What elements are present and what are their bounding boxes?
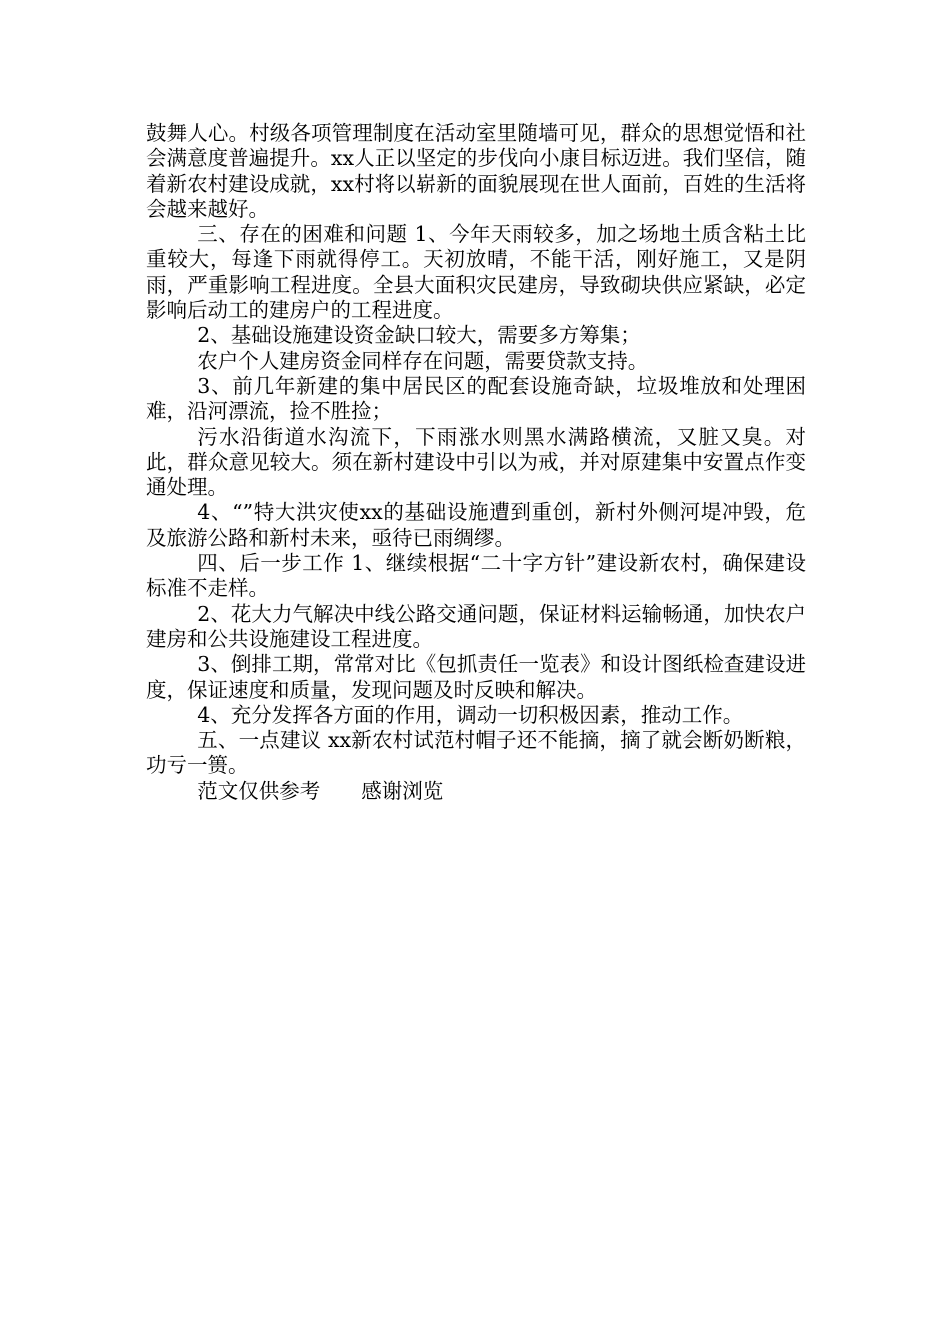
paragraph-1: 鼓舞人心。村级各项管理制度在活动室里随墙可见，群众的思想觉悟和社会满意度普遍提升。xx人正以坚定的步伐向小康目标迈进。我们坚信，随着新农村建设成就，xx村将以崭新的面貌展现在世人面前，百姓的生活将会越来越好。 [146, 121, 806, 221]
paragraph-9: 2、花大力气解决中线公路交通问题，保证材料运输畅通，加快农户建房和公共设施建设工程进度。 [146, 601, 806, 651]
paragraph-11: 4、充分发挥各方面的作用，调动一切积极因素，推动工作。 [197, 702, 744, 727]
paragraph-6: 污水沿街道水沟流下，下雨涨水则黑水满路横流，又脏又臭。对此，群众意见较大。须在新村建设中引以为戒，并对原建集中安置点作变通处理。 [146, 424, 806, 500]
paragraph-7: 4、“”特大洪灾使xx的基础设施遭到重创，新村外侧河堤冲毁，危及旅游公路和新村未来，亟待已雨绸缪。 [146, 500, 806, 550]
paragraph-2: 三、存在的困难和问题 1、今年天雨较多，加之场地土质含粘土比重较大，每逢下雨就得停工。天初放晴，不能干活，刚好施工，又是阴雨，严重影响工程进度。全县大面积灾民建房，导致砌块供应紧缺，必定影响后动工的建房户的工程进度。 [146, 222, 806, 323]
paragraph-4: 农户个人建房资金同样存在问题，需要贷款支持。 [197, 348, 649, 373]
paragraph-3: 2、基础设施建设资金缺口较大，需要多方筹集； [197, 323, 641, 348]
paragraph-10: 3、倒排工期，常常对比《包抓责任一览表》和设计图纸检查建设进度，保证速度和质量，发现问题及时反映和解决。 [146, 652, 806, 702]
document-body [146, 121, 806, 804]
paragraph-8: 四、后一步工作 1、继续根据“二十字方针”建设新农村，确保建设标准不走样。 [146, 551, 806, 601]
paragraph-12: 五、一点建议 xx新农村试范村帽子还不能摘，摘了就会断奶断粮，功亏一篑。 [146, 728, 806, 778]
footer-note: 范文仅供参考 感谢浏览 [197, 778, 444, 803]
paragraph-5: 3、前几年新建的集中居民区的配套设施奇缺，垃圾堆放和处理困难，沿河漂流，捡不胜捡； [146, 373, 806, 424]
